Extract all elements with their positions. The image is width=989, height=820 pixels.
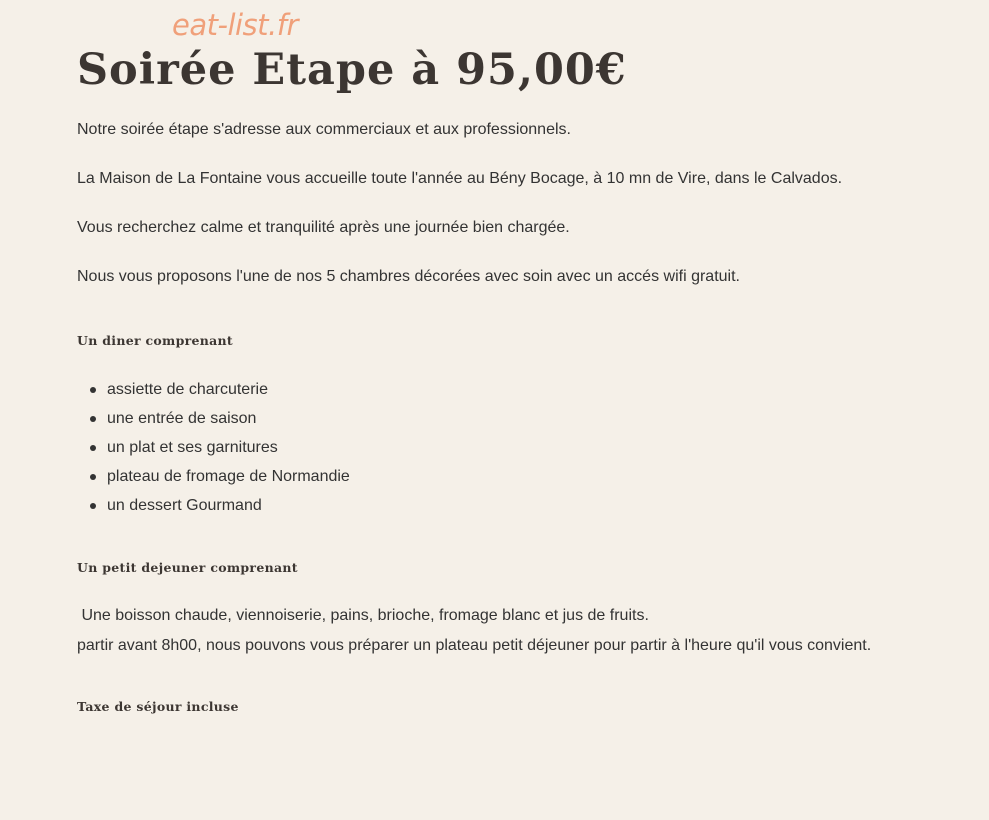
- breakfast-line: Une boisson chaude, viennoiserie, pains, brioche, fromage blanc et jus de fruits.: [77, 607, 649, 624]
- location-paragraph: La Maison de La Fontaine vous accueille toute l'année au Bény Bocage, à 10 mn de Vire, dans le Calvados.: [77, 170, 843, 187]
- dinner-list: [77, 375, 350, 520]
- list-item-label: plateau de fromage de Normandie: [107, 468, 350, 485]
- page-title: Soirée Etape à 95,00€: [77, 45, 627, 95]
- breakfast-details: [77, 601, 871, 661]
- list-item-label: un plat et ses garnitures: [107, 439, 278, 456]
- calm-paragraph: Vous recherchez calme et tranquilité après une journée bien chargée.: [77, 219, 570, 236]
- list-item: [107, 375, 350, 404]
- list-item: [107, 491, 350, 520]
- main-content: [77, 40, 977, 714]
- breakfast-note: partir avant 8h00, nous pouvons vous préparer un plateau petit déjeuner pour partir à l'heure qu'il vous convient.: [77, 637, 872, 654]
- bullet-icon: [90, 387, 96, 393]
- bullet-icon: [90, 503, 96, 509]
- list-item-label: une entrée de saison: [107, 410, 257, 427]
- dinner-heading: Un diner comprenant: [77, 333, 234, 348]
- intro-paragraph: Notre soirée étape s'adresse aux commerciaux et aux professionnels.: [77, 121, 571, 138]
- bullet-icon: [90, 416, 96, 422]
- list-item: [107, 462, 350, 491]
- tax-note: Taxe de séjour incluse: [77, 699, 239, 714]
- watermark-logo: eat-list.fr: [172, 8, 298, 42]
- list-item: [107, 433, 350, 462]
- list-item-label: un dessert Gourmand: [107, 497, 262, 514]
- bullet-icon: [90, 474, 96, 480]
- bullet-icon: [90, 445, 96, 451]
- rooms-paragraph: Nous vous proposons l'une de nos 5 chambres décorées avec soin avec un accés wifi gratuit.: [77, 268, 740, 285]
- list-item: [107, 404, 350, 433]
- list-item-label: assiette de charcuterie: [107, 381, 268, 398]
- breakfast-heading: Un petit dejeuner comprenant: [77, 560, 298, 575]
